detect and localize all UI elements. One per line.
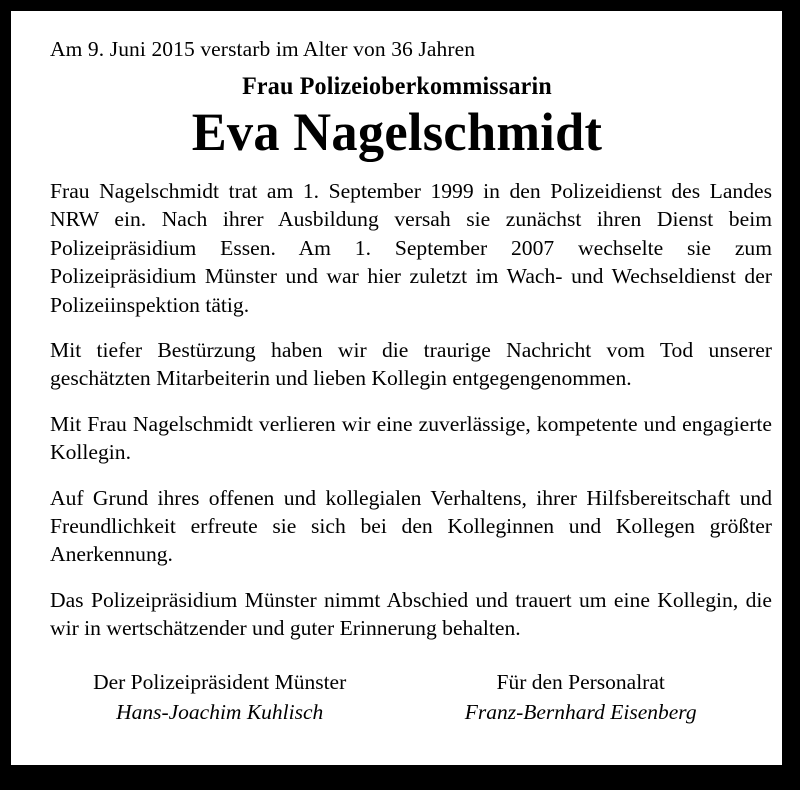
signature-name: Hans-Joachim Kuhlisch: [116, 700, 324, 725]
signature-column-staff-council: [389, 669, 772, 728]
signature-block: [50, 669, 772, 728]
signature-name: Franz-Bernhard Eisenberg: [464, 700, 697, 725]
notice-inner-field: [11, 11, 782, 765]
deceased-name: Eva Nagelschmidt: [191, 101, 603, 162]
intro-line: Am 9. Juni 2015 verstarb im Alter von 36 Jahren: [50, 37, 476, 61]
signature-role: Für den Personalrat: [496, 669, 665, 694]
signature-column-police-president: [50, 669, 389, 728]
paragraph-4: Auf Grund ihres offenen und kollegialen Verhaltens, ihrer Hilfsbereitschaft und Freundlichkeit erfreute sie sich bei den Kolleginnen und Kollegen größter Anerkennung.: [50, 485, 772, 567]
notice-content: [11, 11, 782, 765]
paragraph-1: Frau Nagelschmidt trat am 1. September 1999 in den Polizeidienst des Landes NRW ein. Nach ihrer Ausbildung versah sie zunächst ihren Dienst beim Polizeipräsidium Essen. Am 1. September 2007 wechselte sie zum Polizeipräsidium Münster und war hier zuletzt im Wach- und Wechseldienst der Polizeiinspektion tätig.: [50, 179, 772, 317]
paragraph-5: Das Polizeipräsidium Münster nimmt Abschied und trauert um eine Kollegin, die wir in wertschätzender und guter Erinnerung behalten.: [50, 587, 772, 641]
signature-role: Der Polizeipräsident Münster: [93, 669, 347, 694]
paragraph-2: Mit tiefer Bestürzung haben wir die traurige Nachricht vom Tod unserer geschätzten Mitarbeiterin und lieben Kollegin entgegengenommen.: [50, 337, 772, 391]
paragraph-3: Mit Frau Nagelschmidt verlieren wir eine zuverlässige, kompetente und engagierte Kollegin.: [50, 411, 772, 465]
obituary-body: [50, 177, 772, 642]
rank-title: Frau Polizeioberkommissarin: [242, 72, 552, 100]
